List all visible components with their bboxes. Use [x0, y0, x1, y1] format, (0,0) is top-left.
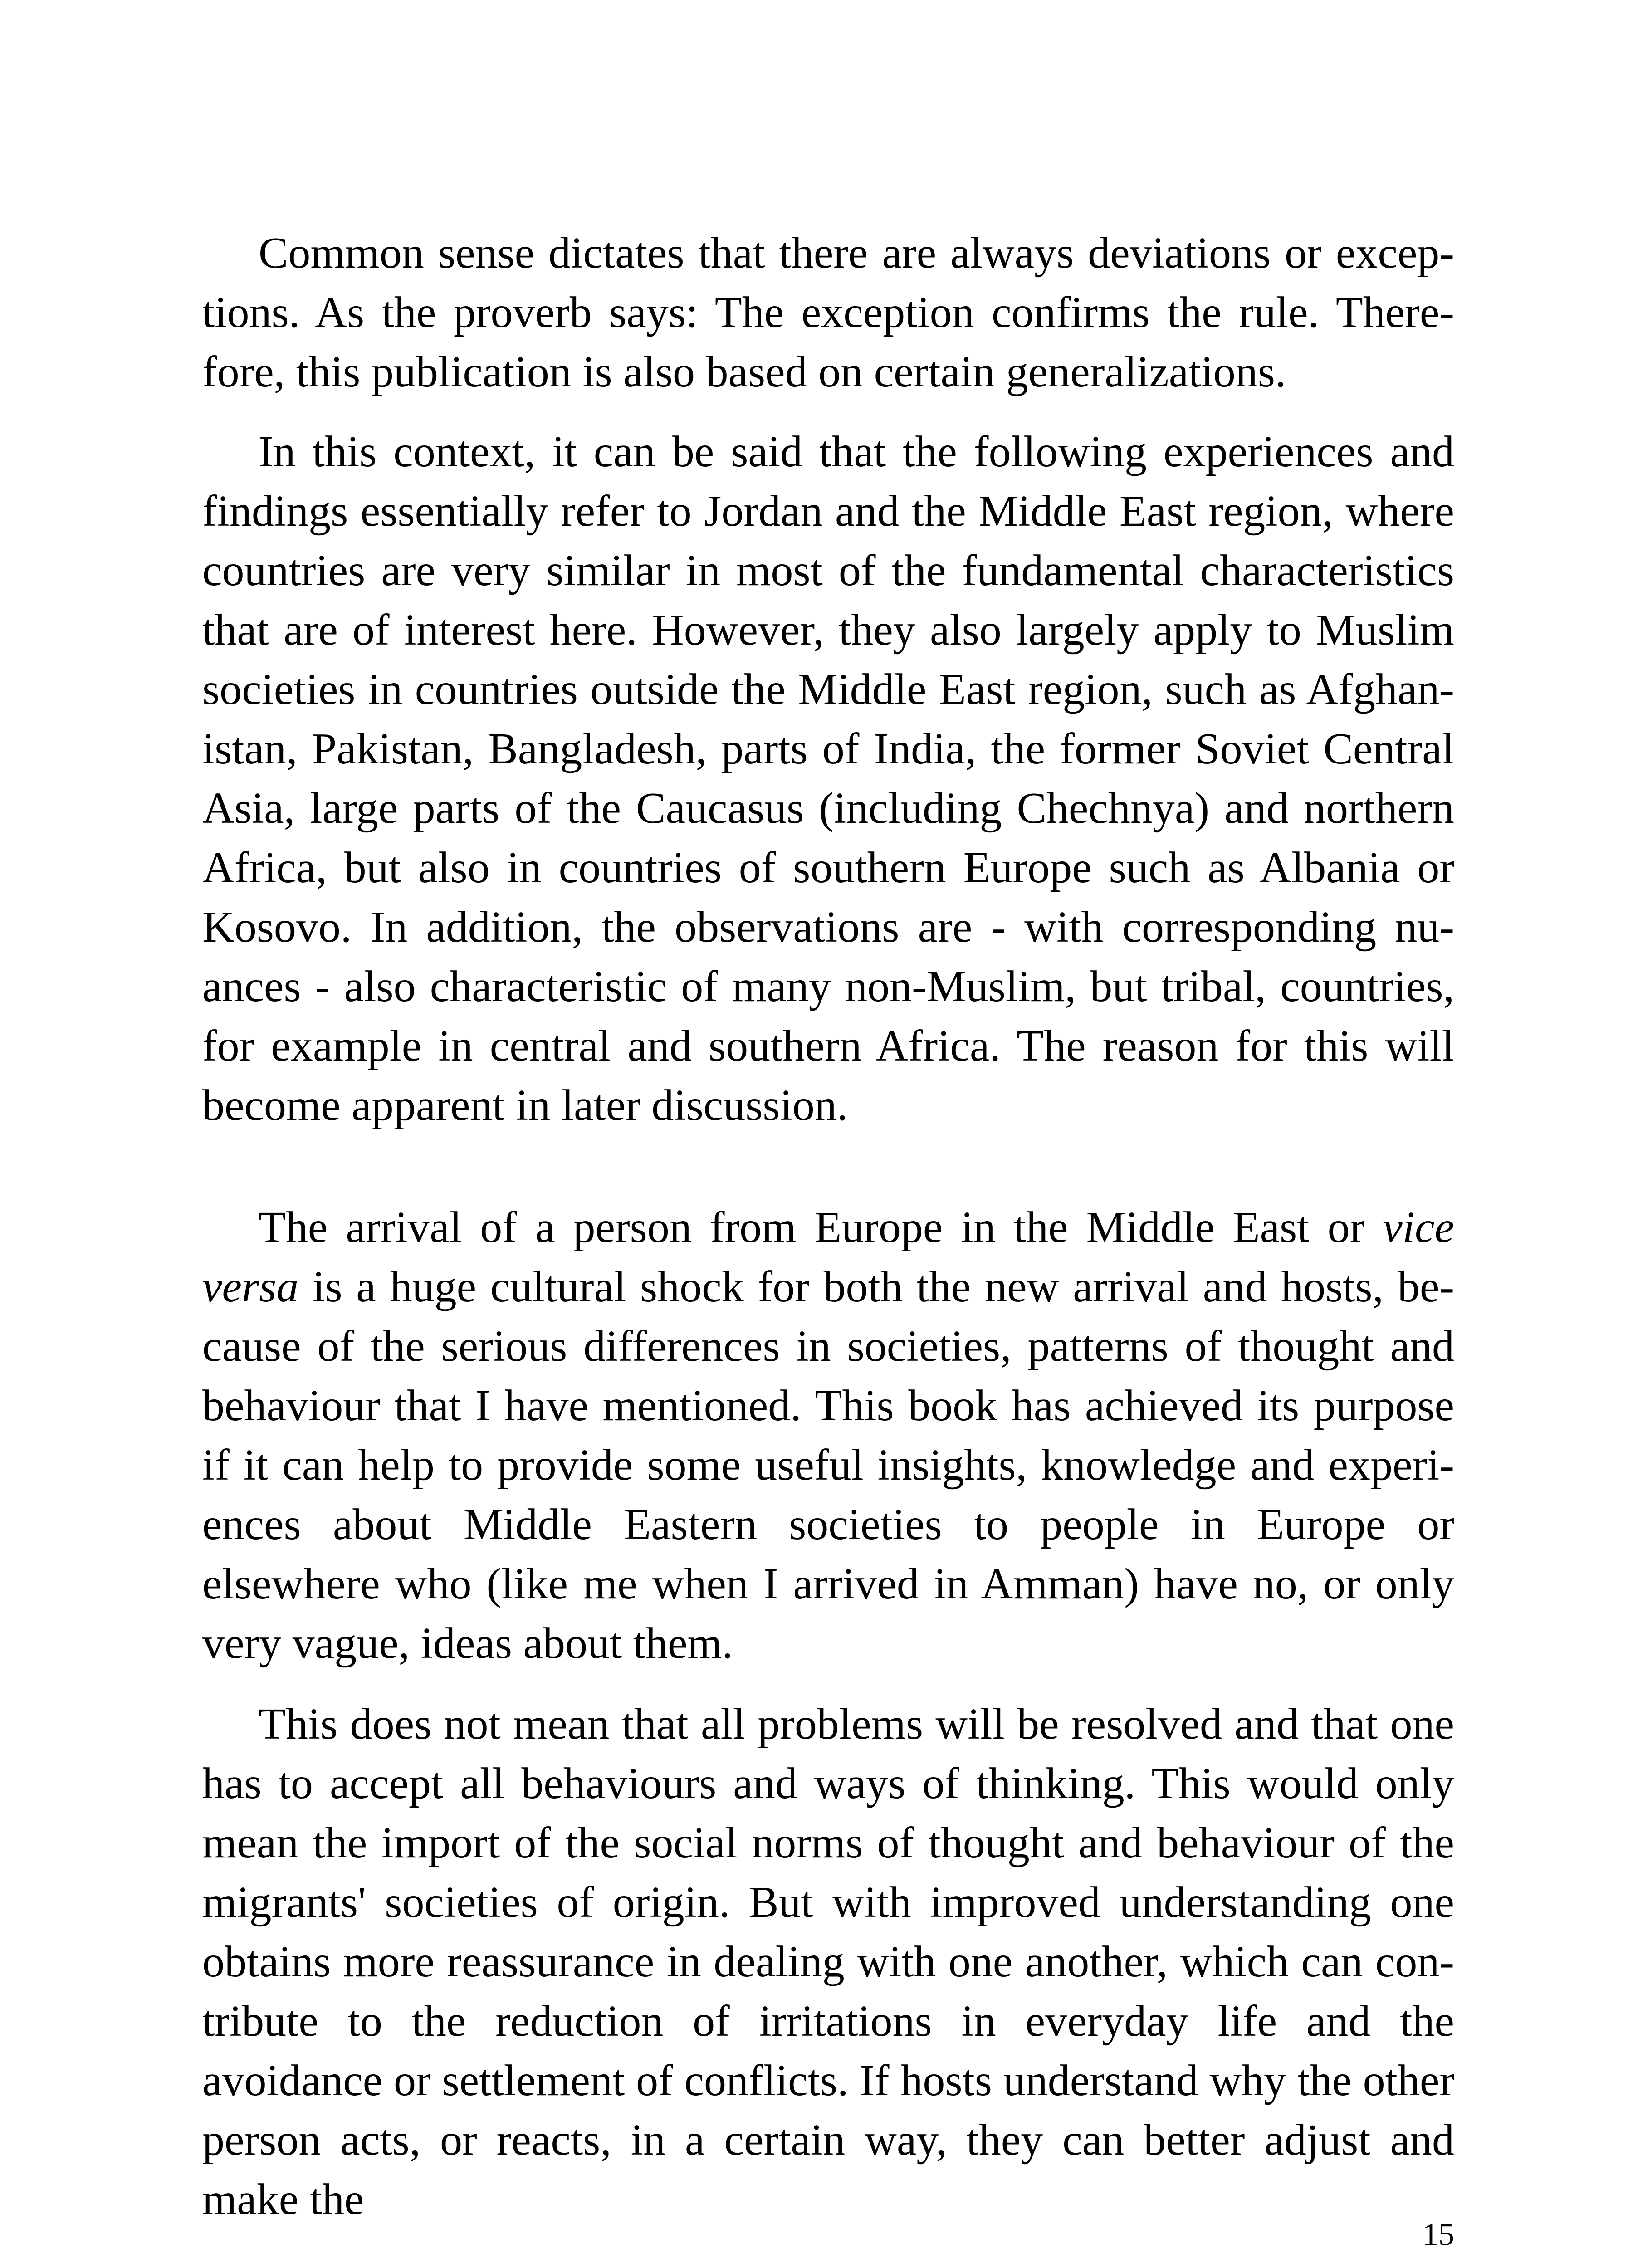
paragraph-context [202, 422, 1454, 1135]
paragraph-problems [202, 1695, 1454, 2229]
italic-phrase: vice versa [202, 1203, 1454, 1311]
paragraph-cultural-shock [202, 1198, 1454, 1673]
text-run: The arrival of a person from Europe in the Middle East or [259, 1203, 1383, 1252]
paragraph-text: This does not mean that all problems will be resolved and that one has to accept all behaviours and ways of thinking. This would only mean the import of the social norms of thought and behaviour of the migrants' societies of origin. But with improved understanding one obtains more reassurance in dealing with one another, which can contribute to the reduction of irritations in everyday life and the avoidance or settlement of conflicts. If hosts understand why the other person acts, or reacts, in a certain way, they can better adjust and make the [202, 1700, 1454, 2224]
paragraph-exceptions [202, 224, 1454, 402]
paragraph-text [202, 1198, 1454, 1673]
paragraph-text: In this context, it can be said that the following experiences and findings essentially refer to Jordan and the Middle East region, where countries are very similar in most of the fundamental characteristics that are of interest here. However, they also largely apply to Muslim societies in countries outside the Middle East region, such as Afghanistan, Pakistan, Bangladesh, parts of India, the former Soviet Central Asia, large parts of the Caucasus (including Chechnya) and northern Africa, but also in countries of southern Europe such as Albania or Kosovo. In addition, the observations are - with corresponding nuances - also characteristic of many non-Muslim, but tribal, countries, for example in central and southern Africa. The reason for this will become apparent in later discussion. [202, 427, 1454, 1130]
text-run: is a huge cultural shock for both the new arrival and hosts, because of the serious differences in societies, patterns of thought and behaviour that I have mentioned. This book has achieved its purpose if it can help to provide some useful insights, knowledge and experiences about Middle Eastern societies to people in Europe or elsewhere who (like me when I arrived in Amman) have no, or only very vague, ideas about them. [202, 1262, 1454, 1668]
paragraph-text: Common sense dictates that there are always deviations or exceptions. As the proverb says: The exception confirms the rule. Therefore, this publication is also based on certain generalizations. [202, 229, 1454, 396]
page-number: 15 [1423, 2217, 1454, 2252]
